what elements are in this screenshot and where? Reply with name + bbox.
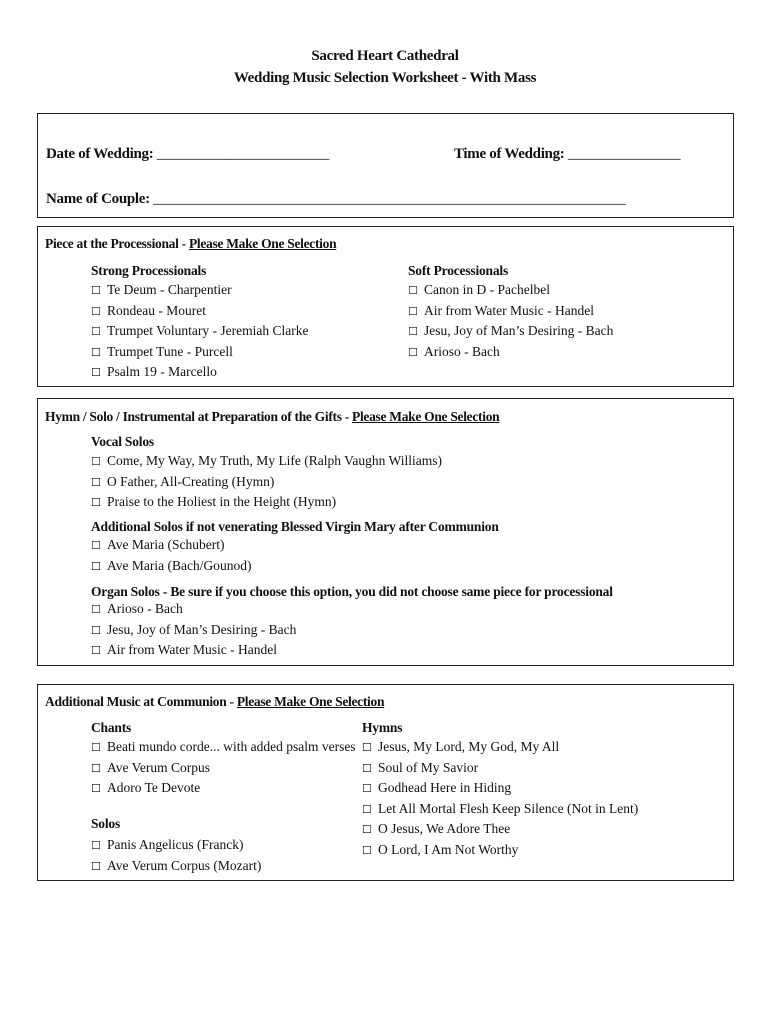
option-label: Air from Water Music - Handel bbox=[424, 302, 594, 318]
option-item[interactable] bbox=[362, 737, 638, 758]
processional-instruction: Please Make One Selection bbox=[188, 236, 337, 251]
option-label: O Jesus, We Adore Thee bbox=[378, 821, 511, 836]
checkbox-icon[interactable]: ☐ bbox=[91, 475, 101, 489]
option-item[interactable] bbox=[91, 556, 251, 577]
preparation-section bbox=[37, 398, 734, 666]
option-item[interactable] bbox=[91, 472, 442, 493]
soft-processionals-list bbox=[408, 280, 613, 362]
option-label: Te Deum - Charpentier bbox=[107, 282, 232, 297]
vocal-solos-list bbox=[91, 451, 442, 513]
option-item[interactable] bbox=[91, 737, 356, 758]
option-label: Trumpet Tune - Purcell bbox=[107, 343, 233, 359]
option-label: Praise to the Holiest in the Height (Hymn) bbox=[107, 494, 337, 509]
option-item[interactable] bbox=[362, 819, 638, 840]
communion-solos-heading: Solos bbox=[91, 816, 121, 831]
option-label: Soul of My Savior bbox=[378, 759, 479, 775]
option-item[interactable] bbox=[91, 620, 296, 641]
checkbox-icon[interactable]: ☐ bbox=[408, 345, 418, 359]
communion-section bbox=[37, 684, 734, 881]
checkbox-icon[interactable]: ☐ bbox=[91, 859, 101, 873]
communion-title: Additional Music at Communion - bbox=[45, 694, 237, 709]
option-label: Ave Maria (Schubert) bbox=[107, 537, 225, 552]
checkbox-icon[interactable]: ☐ bbox=[362, 782, 372, 795]
option-item[interactable] bbox=[408, 280, 613, 301]
checkbox-icon[interactable]: ☐ bbox=[362, 741, 372, 754]
option-label: Air from Water Music - Handel bbox=[107, 642, 277, 657]
name-of-couple-field[interactable] bbox=[46, 191, 626, 208]
option-item[interactable] bbox=[91, 451, 442, 472]
processional-title: Piece at the Processional - bbox=[45, 236, 189, 251]
option-item[interactable] bbox=[91, 535, 251, 556]
checkbox-icon[interactable]: ☐ bbox=[91, 623, 101, 637]
option-item[interactable] bbox=[91, 342, 308, 363]
checkbox-icon[interactable]: ☐ bbox=[91, 455, 101, 468]
option-item[interactable] bbox=[362, 799, 638, 820]
option-label: O Father, All-Creating (Hymn) bbox=[107, 473, 275, 489]
option-label: Come, My Way, My Truth, My Life (Ralph Vaughn Williams) bbox=[107, 453, 442, 468]
strong-processionals-heading: Strong Processionals bbox=[91, 263, 207, 278]
option-item[interactable] bbox=[362, 778, 638, 799]
option-item[interactable] bbox=[408, 301, 613, 322]
checkbox-icon[interactable]: ☐ bbox=[91, 284, 101, 297]
checkbox-icon[interactable]: ☐ bbox=[362, 761, 372, 775]
additional-solos-list bbox=[91, 535, 251, 576]
option-label: Jesus, My Lord, My God, My All bbox=[378, 739, 560, 754]
checkbox-icon[interactable]: ☐ bbox=[408, 284, 418, 297]
option-label: Trumpet Voluntary - Jeremiah Clarke bbox=[107, 323, 309, 338]
checkbox-icon[interactable]: ☐ bbox=[362, 843, 372, 857]
communion-instruction: Please Make One Selection bbox=[236, 694, 385, 709]
option-label: Panis Angelicus (Franck) bbox=[107, 837, 244, 852]
checkbox-icon[interactable]: ☐ bbox=[91, 496, 101, 509]
checkbox-icon[interactable]: ☐ bbox=[91, 782, 101, 795]
date-label: Date of Wedding: bbox=[46, 146, 154, 162]
communion-heading bbox=[45, 694, 384, 710]
preparation-instruction: Please Make One Selection bbox=[352, 409, 500, 424]
checkbox-icon[interactable]: ☐ bbox=[91, 539, 101, 552]
hymns-heading: Hymns bbox=[362, 720, 403, 735]
processional-heading bbox=[45, 236, 336, 252]
chants-heading: Chants bbox=[91, 720, 132, 735]
option-label: Psalm 19 - Marcello bbox=[107, 364, 217, 379]
option-item[interactable] bbox=[91, 301, 308, 322]
option-item[interactable] bbox=[91, 599, 296, 620]
option-item[interactable] bbox=[91, 321, 308, 342]
option-label: Canon in D - Pachelbel bbox=[424, 282, 550, 297]
wedding-info-box bbox=[37, 113, 734, 218]
hymns-list bbox=[362, 737, 638, 860]
option-item[interactable] bbox=[362, 840, 638, 861]
checkbox-icon[interactable]: ☐ bbox=[91, 304, 101, 318]
option-item[interactable] bbox=[91, 492, 442, 513]
option-item[interactable] bbox=[91, 835, 261, 856]
option-label: Jesu, Joy of Man’s Desiring - Bach bbox=[107, 621, 297, 637]
time-blank-line[interactable]: _______________ bbox=[567, 146, 681, 162]
preparation-heading bbox=[45, 409, 499, 425]
option-label: Arioso - Bach bbox=[107, 601, 183, 616]
option-item[interactable] bbox=[408, 321, 613, 342]
checkbox-icon[interactable]: ☐ bbox=[91, 366, 101, 379]
additional-solos-heading: Additional Solos if not venerating Blessed Virgin Mary after Communion bbox=[91, 519, 499, 534]
couple-blank-line[interactable]: _______________________________________________________________ bbox=[153, 191, 626, 207]
option-label: Ave Verum Corpus (Mozart) bbox=[107, 857, 262, 873]
checkbox-icon[interactable]: ☐ bbox=[91, 644, 101, 657]
option-label: Ave Verum Corpus bbox=[107, 759, 210, 775]
option-item[interactable] bbox=[91, 280, 308, 301]
checkbox-icon[interactable]: ☐ bbox=[362, 823, 372, 836]
checkbox-icon[interactable]: ☐ bbox=[91, 345, 101, 359]
communion-solos-list bbox=[91, 835, 261, 876]
option-label: Godhead Here in Hiding bbox=[378, 780, 512, 795]
checkbox-icon[interactable]: ☐ bbox=[408, 325, 418, 338]
option-item[interactable] bbox=[91, 758, 356, 779]
document-title: Sacred Heart Cathedral bbox=[311, 48, 459, 64]
organ-solos-list bbox=[91, 599, 296, 661]
option-label: Beati mundo corde... with added psalm verses bbox=[107, 739, 356, 754]
strong-processionals-list bbox=[91, 280, 308, 383]
checkbox-icon[interactable]: ☐ bbox=[91, 761, 101, 775]
date-blank-line[interactable]: _______________________ bbox=[156, 146, 330, 162]
document-subtitle: Wedding Music Selection Worksheet - With Mass bbox=[233, 70, 537, 86]
vocal-solos-heading: Vocal Solos bbox=[91, 434, 154, 449]
checkbox-icon[interactable]: ☐ bbox=[91, 741, 101, 754]
checkbox-icon[interactable]: ☐ bbox=[91, 839, 101, 852]
option-item[interactable] bbox=[91, 640, 296, 661]
couple-label: Name of Couple: bbox=[46, 191, 150, 207]
option-item[interactable] bbox=[91, 856, 261, 877]
option-label: Jesu, Joy of Man’s Desiring - Bach bbox=[424, 323, 614, 338]
option-item[interactable] bbox=[91, 778, 356, 799]
date-of-wedding-field[interactable] bbox=[46, 146, 329, 163]
checkbox-icon[interactable]: ☐ bbox=[408, 304, 418, 318]
time-of-wedding-field[interactable] bbox=[454, 146, 680, 163]
checkbox-icon[interactable]: ☐ bbox=[91, 559, 101, 573]
option-item[interactable] bbox=[408, 342, 613, 363]
option-item[interactable] bbox=[91, 362, 308, 383]
option-item[interactable] bbox=[362, 758, 638, 779]
chants-list bbox=[91, 737, 356, 799]
option-label: Ave Maria (Bach/Gounod) bbox=[107, 557, 252, 573]
option-label: Adoro Te Devote bbox=[107, 780, 201, 795]
checkbox-icon[interactable]: ☐ bbox=[362, 802, 372, 816]
option-label: Arioso - Bach bbox=[424, 343, 500, 359]
option-label: Rondeau - Mouret bbox=[107, 302, 206, 318]
time-label: Time of Wedding: bbox=[454, 146, 565, 162]
checkbox-icon[interactable]: ☐ bbox=[91, 603, 101, 616]
processional-section bbox=[37, 226, 734, 387]
organ-solos-heading: Organ Solos - Be sure if you choose this option, you did not choose same piece for processional bbox=[91, 584, 613, 599]
checkbox-icon[interactable]: ☐ bbox=[91, 325, 101, 338]
option-label: O Lord, I Am Not Worthy bbox=[378, 841, 519, 857]
option-label: Let All Mortal Flesh Keep Silence (Not in Lent) bbox=[378, 800, 639, 816]
preparation-title: Hymn / Solo / Instrumental at Preparation of the Gifts - bbox=[45, 409, 353, 424]
soft-processionals-heading: Soft Processionals bbox=[408, 263, 509, 278]
